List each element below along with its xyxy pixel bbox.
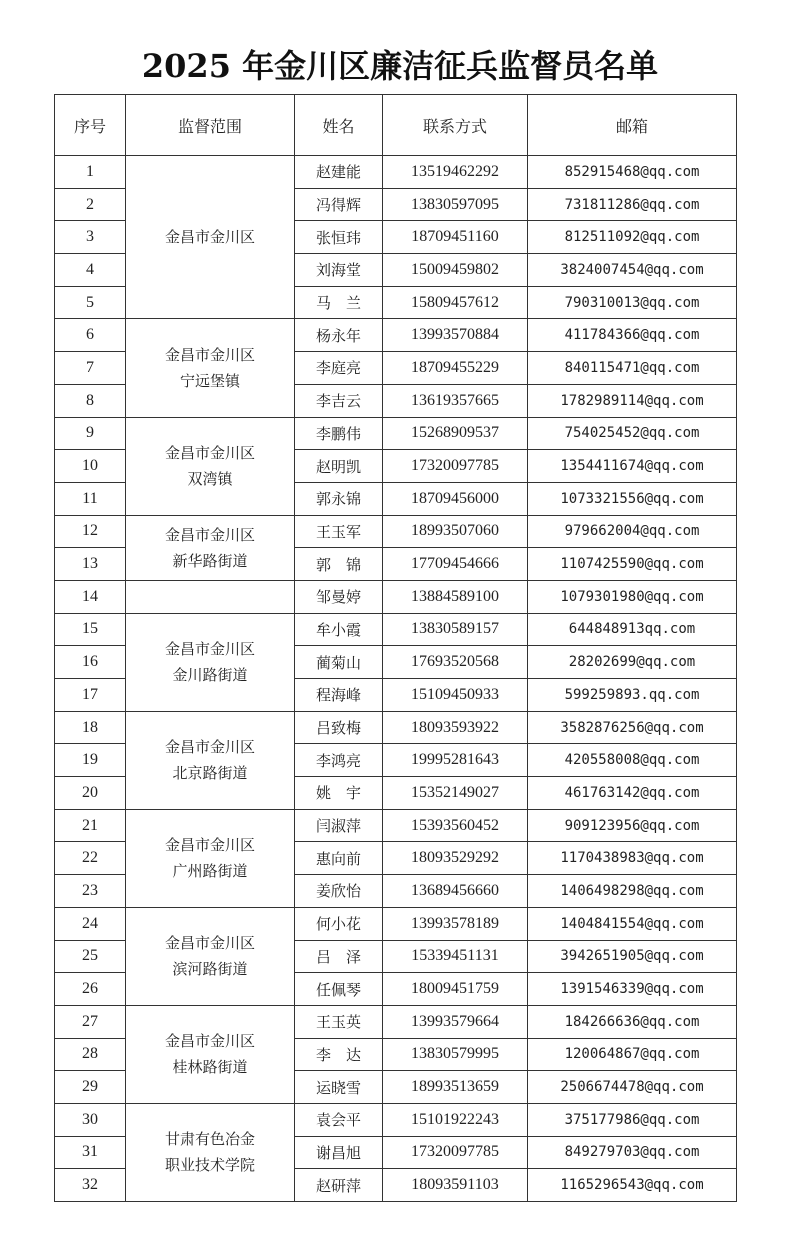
row-number: 21 bbox=[55, 809, 126, 842]
row-name: 李鸿亮 bbox=[295, 744, 383, 777]
row-number: 24 bbox=[55, 907, 126, 940]
row-scope: 金昌市金川区 金川路街道 bbox=[126, 613, 295, 711]
row-name: 刘海堂 bbox=[295, 254, 383, 287]
row-email: 979662004@qq.com bbox=[528, 515, 737, 548]
table-row bbox=[55, 156, 737, 189]
table-row bbox=[55, 711, 737, 744]
table-row bbox=[55, 809, 737, 842]
row-name: 运晓雪 bbox=[295, 1071, 383, 1104]
row-email: 411784366@qq.com bbox=[528, 319, 737, 352]
row-number: 15 bbox=[55, 613, 126, 646]
row-phone: 13884589100 bbox=[383, 580, 528, 613]
row-number: 12 bbox=[55, 515, 126, 548]
row-phone: 13519462292 bbox=[383, 156, 528, 189]
row-scope: 金昌市金川区 双湾镇 bbox=[126, 417, 295, 515]
row-name: 蔺菊山 bbox=[295, 646, 383, 679]
row-phone: 15352149027 bbox=[383, 777, 528, 810]
page-title: 2025 年金川区廉洁征兵监督员名单 bbox=[141, 47, 659, 85]
table-row bbox=[55, 613, 737, 646]
row-email: 790310013@qq.com bbox=[528, 286, 737, 319]
row-number: 5 bbox=[55, 286, 126, 319]
row-number: 4 bbox=[55, 254, 126, 287]
row-name: 任佩琴 bbox=[295, 973, 383, 1006]
supervisor-table bbox=[54, 94, 737, 1202]
row-name: 谢昌旭 bbox=[295, 1136, 383, 1169]
row-email: 461763142@qq.com bbox=[528, 777, 737, 810]
header-scope: 监督范围 bbox=[126, 95, 295, 156]
row-phone: 17320097785 bbox=[383, 1136, 528, 1169]
row-email: 754025452@qq.com bbox=[528, 417, 737, 450]
row-name: 马 兰 bbox=[295, 286, 383, 319]
row-number: 17 bbox=[55, 679, 126, 712]
row-number: 7 bbox=[55, 352, 126, 385]
row-phone: 15009459802 bbox=[383, 254, 528, 287]
row-number: 30 bbox=[55, 1103, 126, 1136]
row-name: 李鹏伟 bbox=[295, 417, 383, 450]
row-phone: 18993513659 bbox=[383, 1071, 528, 1104]
row-email: 1107425590@qq.com bbox=[528, 548, 737, 581]
table-row bbox=[55, 417, 737, 450]
row-email: 644848913qq.com bbox=[528, 613, 737, 646]
header-email: 邮箱 bbox=[528, 95, 737, 156]
row-scope: 金昌市金川区 北京路街道 bbox=[126, 711, 295, 809]
row-email: 1404841554@qq.com bbox=[528, 907, 737, 940]
row-email: 420558008@qq.com bbox=[528, 744, 737, 777]
row-phone: 13619357665 bbox=[383, 384, 528, 417]
row-name: 杨永年 bbox=[295, 319, 383, 352]
row-name: 赵建能 bbox=[295, 156, 383, 189]
header-number: 序号 bbox=[55, 95, 126, 156]
row-phone: 13830597095 bbox=[383, 188, 528, 221]
table-header-row bbox=[55, 95, 737, 156]
row-name: 赵研萍 bbox=[295, 1169, 383, 1202]
row-number: 3 bbox=[55, 221, 126, 254]
header-name: 姓名 bbox=[295, 95, 383, 156]
row-email: 3582876256@qq.com bbox=[528, 711, 737, 744]
row-name: 郭永锦 bbox=[295, 482, 383, 515]
row-name: 姚 宇 bbox=[295, 777, 383, 810]
row-phone: 13830579995 bbox=[383, 1038, 528, 1071]
row-phone: 18993507060 bbox=[383, 515, 528, 548]
row-phone: 18093593922 bbox=[383, 711, 528, 744]
row-name: 闫淑萍 bbox=[295, 809, 383, 842]
table-row bbox=[55, 515, 737, 548]
table-row bbox=[55, 319, 737, 352]
row-scope: 金昌市金川区 新华路街道 bbox=[126, 515, 295, 580]
row-email: 1165296543@qq.com bbox=[528, 1169, 737, 1202]
row-email: 28202699@qq.com bbox=[528, 646, 737, 679]
row-name: 惠向前 bbox=[295, 842, 383, 875]
row-number: 10 bbox=[55, 450, 126, 483]
row-number: 14 bbox=[55, 580, 126, 613]
row-email: 731811286@qq.com bbox=[528, 188, 737, 221]
row-number: 8 bbox=[55, 384, 126, 417]
row-email: 840115471@qq.com bbox=[528, 352, 737, 385]
row-number: 13 bbox=[55, 548, 126, 581]
row-scope: 金昌市金川区 滨河路街道 bbox=[126, 907, 295, 1005]
row-email: 3824007454@qq.com bbox=[528, 254, 737, 287]
row-name: 王玉英 bbox=[295, 1005, 383, 1038]
row-phone: 18009451759 bbox=[383, 973, 528, 1006]
row-name: 牟小霞 bbox=[295, 613, 383, 646]
row-name: 何小花 bbox=[295, 907, 383, 940]
row-name: 王玉军 bbox=[295, 515, 383, 548]
row-name: 袁会平 bbox=[295, 1103, 383, 1136]
row-name: 姜欣怡 bbox=[295, 875, 383, 908]
row-number: 9 bbox=[55, 417, 126, 450]
row-scope: 金昌市金川区 桂林路街道 bbox=[126, 1005, 295, 1103]
row-name: 李庭亮 bbox=[295, 352, 383, 385]
row-number: 23 bbox=[55, 875, 126, 908]
row-phone: 15393560452 bbox=[383, 809, 528, 842]
row-scope bbox=[126, 580, 295, 613]
row-email: 812511092@qq.com bbox=[528, 221, 737, 254]
row-number: 29 bbox=[55, 1071, 126, 1104]
row-email: 852915468@qq.com bbox=[528, 156, 737, 189]
row-email: 3942651905@qq.com bbox=[528, 940, 737, 973]
row-email: 1406498298@qq.com bbox=[528, 875, 737, 908]
row-email: 1079301980@qq.com bbox=[528, 580, 737, 613]
row-number: 16 bbox=[55, 646, 126, 679]
row-number: 25 bbox=[55, 940, 126, 973]
row-name: 李 达 bbox=[295, 1038, 383, 1071]
row-phone: 19995281643 bbox=[383, 744, 528, 777]
row-email: 1782989114@qq.com bbox=[528, 384, 737, 417]
row-number: 1 bbox=[55, 156, 126, 189]
row-phone: 13993579664 bbox=[383, 1005, 528, 1038]
row-email: 375177986@qq.com bbox=[528, 1103, 737, 1136]
row-phone: 18709456000 bbox=[383, 482, 528, 515]
row-scope: 金昌市金川区 广州路街道 bbox=[126, 809, 295, 907]
row-email: 2506674478@qq.com bbox=[528, 1071, 737, 1104]
row-scope: 金昌市金川区 bbox=[126, 156, 295, 319]
header-contact: 联系方式 bbox=[383, 95, 528, 156]
row-phone: 15109450933 bbox=[383, 679, 528, 712]
row-phone: 15339451131 bbox=[383, 940, 528, 973]
row-phone: 15268909537 bbox=[383, 417, 528, 450]
row-phone: 13993570884 bbox=[383, 319, 528, 352]
row-name: 郭 锦 bbox=[295, 548, 383, 581]
table-body bbox=[55, 156, 737, 1202]
row-scope: 金昌市金川区 宁远堡镇 bbox=[126, 319, 295, 417]
row-number: 2 bbox=[55, 188, 126, 221]
table-row bbox=[55, 1103, 737, 1136]
row-name: 吕 泽 bbox=[295, 940, 383, 973]
row-name: 吕致梅 bbox=[295, 711, 383, 744]
row-email: 1391546339@qq.com bbox=[528, 973, 737, 1006]
row-number: 11 bbox=[55, 482, 126, 515]
row-name: 邹曼婷 bbox=[295, 580, 383, 613]
row-email: 1354411674@qq.com bbox=[528, 450, 737, 483]
row-number: 18 bbox=[55, 711, 126, 744]
row-email: 1073321556@qq.com bbox=[528, 482, 737, 515]
row-number: 31 bbox=[55, 1136, 126, 1169]
row-email: 909123956@qq.com bbox=[528, 809, 737, 842]
table-row bbox=[55, 907, 737, 940]
row-phone: 15809457612 bbox=[383, 286, 528, 319]
row-name: 冯得辉 bbox=[295, 188, 383, 221]
row-name: 李吉云 bbox=[295, 384, 383, 417]
row-number: 32 bbox=[55, 1169, 126, 1202]
table-row bbox=[55, 580, 737, 613]
row-email: 120064867@qq.com bbox=[528, 1038, 737, 1071]
row-name: 赵明凯 bbox=[295, 450, 383, 483]
row-number: 6 bbox=[55, 319, 126, 352]
row-number: 27 bbox=[55, 1005, 126, 1038]
row-number: 22 bbox=[55, 842, 126, 875]
row-phone: 13993578189 bbox=[383, 907, 528, 940]
row-phone: 18709451160 bbox=[383, 221, 528, 254]
row-phone: 18709455229 bbox=[383, 352, 528, 385]
row-phone: 17709454666 bbox=[383, 548, 528, 581]
table-row bbox=[55, 1005, 737, 1038]
row-phone: 17320097785 bbox=[383, 450, 528, 483]
row-phone: 15101922243 bbox=[383, 1103, 528, 1136]
row-number: 19 bbox=[55, 744, 126, 777]
row-phone: 13689456660 bbox=[383, 875, 528, 908]
row-email: 1170438983@qq.com bbox=[528, 842, 737, 875]
row-number: 28 bbox=[55, 1038, 126, 1071]
row-phone: 13830589157 bbox=[383, 613, 528, 646]
row-scope: 甘肃有色冶金 职业技术学院 bbox=[126, 1103, 295, 1201]
row-phone: 18093529292 bbox=[383, 842, 528, 875]
row-email: 599259893.qq.com bbox=[528, 679, 737, 712]
row-phone: 18093591103 bbox=[383, 1169, 528, 1202]
row-email: 849279703@qq.com bbox=[528, 1136, 737, 1169]
row-name: 张恒玮 bbox=[295, 221, 383, 254]
row-name: 程海峰 bbox=[295, 679, 383, 712]
row-phone: 17693520568 bbox=[383, 646, 528, 679]
row-email: 184266636@qq.com bbox=[528, 1005, 737, 1038]
row-number: 26 bbox=[55, 973, 126, 1006]
row-number: 20 bbox=[55, 777, 126, 810]
